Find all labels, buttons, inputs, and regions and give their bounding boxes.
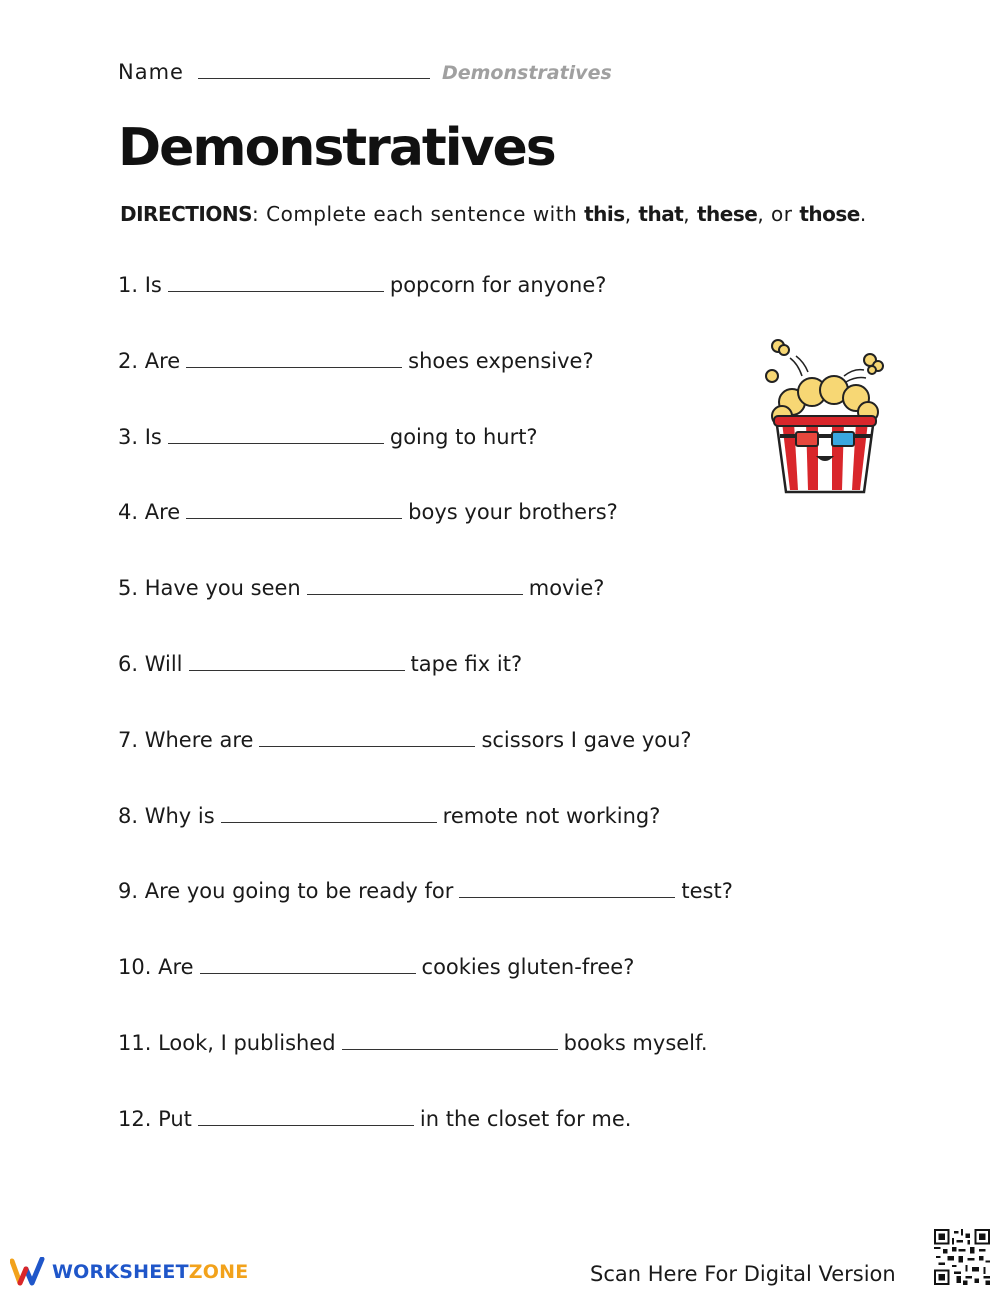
question-item (118, 953, 733, 1029)
question-prefix: 4. Are (118, 500, 181, 525)
question-suffix: boys your brothers? (408, 500, 618, 525)
question-prefix: 1. Is (118, 273, 162, 297)
question-prefix: 5. Have you seen (118, 576, 301, 601)
question-item (118, 802, 733, 878)
word-those: those (799, 202, 860, 226)
question-prefix: 10. Are (118, 955, 194, 980)
name-input-line[interactable] (198, 60, 430, 79)
question-suffix: books myself. (563, 1030, 708, 1055)
answer-blank[interactable] (307, 574, 523, 595)
directions (120, 202, 867, 226)
question-item (118, 726, 733, 802)
question-prefix: 9. Are you going to be ready for (118, 879, 454, 904)
answer-blank[interactable] (186, 347, 402, 368)
question-item (118, 1029, 733, 1105)
question-suffix: popcorn for anyone? (389, 273, 607, 297)
directions-sep: , (683, 202, 697, 226)
question-item (118, 877, 733, 953)
worksheet-zone-logo[interactable] (10, 1257, 248, 1287)
question-suffix: going to hurt? (389, 424, 538, 449)
directions-sep: , (624, 202, 639, 226)
question-prefix: 8. Why is (118, 803, 215, 828)
question-prefix: 3. Is (118, 424, 162, 449)
question-prefix: 7. Where are (118, 727, 254, 752)
directions-sep: , or (757, 202, 800, 226)
question-suffix: in the closet for me. (419, 1106, 632, 1131)
logo-text (52, 1261, 248, 1283)
question-item (118, 423, 733, 499)
question-suffix: scissors I gave you? (481, 727, 692, 752)
question-suffix: cookies gluten-free? (421, 955, 635, 980)
answer-blank[interactable] (189, 650, 405, 671)
question-prefix: 2. Are (118, 348, 181, 373)
question-suffix: tape fix it? (410, 651, 523, 676)
answer-blank[interactable] (342, 1029, 558, 1050)
question-prefix: 6. Will (118, 651, 183, 676)
word-this: this (584, 202, 625, 226)
name-label: Name (118, 60, 184, 84)
directions-end: . (859, 202, 867, 226)
header-row (118, 60, 612, 90)
question-item (118, 650, 733, 726)
header-subject: Demonstratives (441, 62, 612, 84)
directions-label: DIRECTIONS (120, 202, 253, 226)
question-item (118, 498, 733, 574)
answer-blank[interactable] (459, 877, 675, 898)
logo-w-icon (10, 1257, 46, 1287)
page-title: Demonstratives (118, 118, 555, 178)
answer-blank[interactable] (221, 802, 437, 823)
answer-blank[interactable] (200, 953, 416, 974)
question-suffix: shoes expensive? (408, 348, 594, 373)
question-list (118, 271, 733, 1181)
answer-blank[interactable] (186, 498, 402, 519)
question-item (118, 1105, 733, 1181)
question-suffix: test? (681, 879, 733, 904)
directions-text: : Complete each sentence with (252, 202, 585, 226)
answer-blank[interactable] (198, 1105, 414, 1126)
qr-code-icon[interactable] (934, 1229, 990, 1285)
word-that: that (638, 202, 684, 226)
word-these: these (696, 202, 758, 226)
question-prefix: 11. Look, I published (118, 1030, 336, 1055)
question-suffix: remote not working? (442, 803, 661, 828)
question-prefix: 12. Put (118, 1106, 192, 1131)
logo-text-zone: ZONE (188, 1261, 249, 1283)
scan-here-text: Scan Here For Digital Version (590, 1262, 896, 1286)
question-item (118, 347, 733, 423)
question-item (118, 574, 733, 650)
answer-blank[interactable] (168, 271, 384, 292)
popcorn-bucket-icon (760, 336, 890, 496)
question-suffix: movie? (528, 576, 605, 601)
question-item (118, 271, 733, 347)
logo-text-worksheet: WORKSHEET (52, 1261, 189, 1283)
answer-blank[interactable] (168, 423, 384, 444)
answer-blank[interactable] (259, 726, 475, 747)
